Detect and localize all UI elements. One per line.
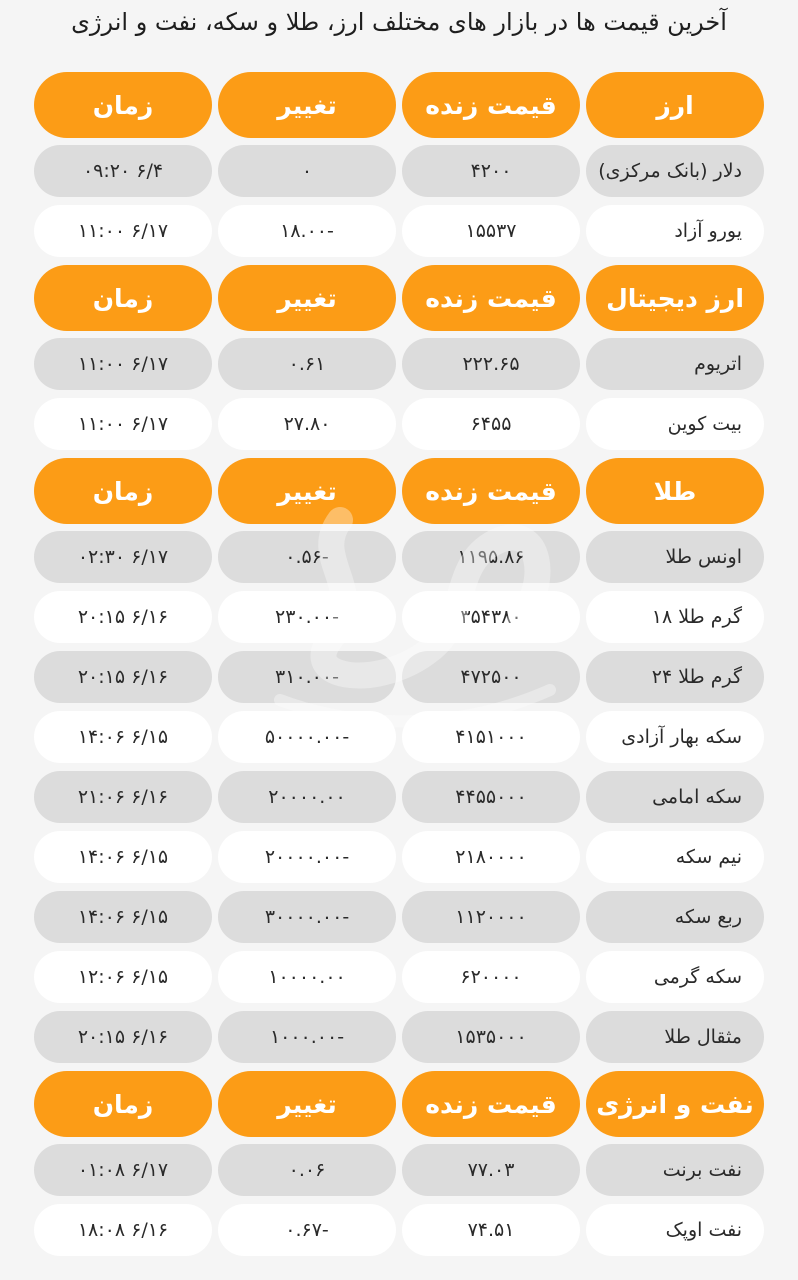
item-change: ۲۰۰۰۰.۰۰ <box>218 771 396 823</box>
item-time: ۶/۱۶ ۲۱:۰۶ <box>34 771 212 823</box>
header-live-price: قیمت زنده <box>402 458 580 524</box>
item-price: ۶۲۰۰۰۰ <box>402 951 580 1003</box>
table-row <box>34 1144 764 1196</box>
header-time: زمان <box>34 458 212 524</box>
item-time: ۶/۱۶ ۱۸:۰۸ <box>34 1204 212 1256</box>
item-price: ۴۱۵۱۰۰۰ <box>402 711 580 763</box>
header-category: نفت و انرژی <box>586 1071 764 1137</box>
item-name: گرم طلا ۲۴ <box>586 651 764 703</box>
section-header-crypto <box>34 265 764 331</box>
item-name: نیم سکه <box>586 831 764 883</box>
header-live-price: قیمت زنده <box>402 1071 580 1137</box>
header-change: تغییر <box>218 265 396 331</box>
header-category: ارز <box>586 72 764 138</box>
item-change: -۰.۶۷ <box>218 1204 396 1256</box>
table-row <box>34 338 764 390</box>
item-name: نفت برنت <box>586 1144 764 1196</box>
item-name: نفت اوپک <box>586 1204 764 1256</box>
header-change: تغییر <box>218 72 396 138</box>
item-name: سکه امامی <box>586 771 764 823</box>
section-header-gold <box>34 458 764 524</box>
item-price: ۲۲۲.۶۵ <box>402 338 580 390</box>
table-row <box>34 651 764 703</box>
header-time: زمان <box>34 265 212 331</box>
header-category: ارز دیجیتال <box>586 265 764 331</box>
item-change: ۱۰۰۰۰.۰۰ <box>218 951 396 1003</box>
item-price: ۷۴.۵۱ <box>402 1204 580 1256</box>
item-name: اونس طلا <box>586 531 764 583</box>
table-row <box>34 205 764 257</box>
page-title: آخرین قیمت ها در بازار های مختلف ارز، طلا و سکه، نفت و انرژی <box>71 8 727 36</box>
item-price: ۱۱۲۰۰۰۰ <box>402 891 580 943</box>
table-row <box>34 831 764 883</box>
header-change: تغییر <box>218 1071 396 1137</box>
price-table <box>34 72 764 1264</box>
item-time: ۶/۱۷ ۱۱:۰۰ <box>34 205 212 257</box>
item-price: ۱۵۵۳۷ <box>402 205 580 257</box>
item-price: ۶۴۵۵ <box>402 398 580 450</box>
item-name: گرم طلا ۱۸ <box>586 591 764 643</box>
item-time: ۶/۱۶ ۲۰:۱۵ <box>34 591 212 643</box>
item-name: مثقال طلا <box>586 1011 764 1063</box>
item-price: ۲۱۸۰۰۰۰ <box>402 831 580 883</box>
item-change: ۰.۰۶ <box>218 1144 396 1196</box>
item-time: ۶/۱۵ ۱۴:۰۶ <box>34 711 212 763</box>
item-name: دلار (بانک مرکزی) <box>586 145 764 197</box>
item-name: ربع سکه <box>586 891 764 943</box>
item-time: ۶/۱۵ ۱۴:۰۶ <box>34 831 212 883</box>
item-change: ۰ <box>218 145 396 197</box>
header-category: طلا <box>586 458 764 524</box>
item-change: -۱۰۰۰.۰۰ <box>218 1011 396 1063</box>
item-price: ۷۷.۰۳ <box>402 1144 580 1196</box>
item-price: ۴۲۰۰ <box>402 145 580 197</box>
table-row <box>34 891 764 943</box>
header-time: زمان <box>34 72 212 138</box>
table-row <box>34 398 764 450</box>
item-change: -۳۱۰.۰۰ <box>218 651 396 703</box>
item-price: ۳۵۴۳۸۰ <box>402 591 580 643</box>
header-live-price: قیمت زنده <box>402 72 580 138</box>
item-name: اتریوم <box>586 338 764 390</box>
item-price: ۴۴۵۵۰۰۰ <box>402 771 580 823</box>
item-change: -۰.۵۶ <box>218 531 396 583</box>
table-row <box>34 951 764 1003</box>
item-time: ۶/۱۶ ۲۰:۱۵ <box>34 651 212 703</box>
item-change: -۱۸.۰۰ <box>218 205 396 257</box>
item-time: ۶/۱۵ ۱۴:۰۶ <box>34 891 212 943</box>
header-live-price: قیمت زنده <box>402 265 580 331</box>
item-change: -۲۳۰.۰۰ <box>218 591 396 643</box>
item-name: سکه بهار آزادی <box>586 711 764 763</box>
item-time: ۶/۱۷ ۱۱:۰۰ <box>34 338 212 390</box>
table-row <box>34 145 764 197</box>
item-price: ۱۱۹۵.۸۶ <box>402 531 580 583</box>
item-name: سکه گرمی <box>586 951 764 1003</box>
item-change: -۳۰۰۰۰.۰۰ <box>218 891 396 943</box>
item-time: ۶/۴ ۰۹:۲۰ <box>34 145 212 197</box>
section-header-energy <box>34 1071 764 1137</box>
item-price: ۱۵۳۵۰۰۰ <box>402 1011 580 1063</box>
table-row <box>34 591 764 643</box>
item-change: -۵۰۰۰۰.۰۰ <box>218 711 396 763</box>
item-change: ۲۷.۸۰ <box>218 398 396 450</box>
table-row <box>34 531 764 583</box>
item-time: ۶/۱۶ ۲۰:۱۵ <box>34 1011 212 1063</box>
table-row <box>34 711 764 763</box>
table-row <box>34 1011 764 1063</box>
item-change: ۰.۶۱ <box>218 338 396 390</box>
item-time: ۶/۱۷ ۰۱:۰۸ <box>34 1144 212 1196</box>
header-change: تغییر <box>218 458 396 524</box>
item-time: ۶/۱۷ ۰۲:۳۰ <box>34 531 212 583</box>
table-row <box>34 771 764 823</box>
item-time: ۶/۱۵ ۱۲:۰۶ <box>34 951 212 1003</box>
item-price: ۴۷۲۵۰۰ <box>402 651 580 703</box>
item-name: یورو آزاد <box>586 205 764 257</box>
section-header-currency <box>34 72 764 138</box>
item-time: ۶/۱۷ ۱۱:۰۰ <box>34 398 212 450</box>
header-time: زمان <box>34 1071 212 1137</box>
table-row <box>34 1204 764 1256</box>
item-name: بیت کوین <box>586 398 764 450</box>
item-change: -۲۰۰۰۰.۰۰ <box>218 831 396 883</box>
